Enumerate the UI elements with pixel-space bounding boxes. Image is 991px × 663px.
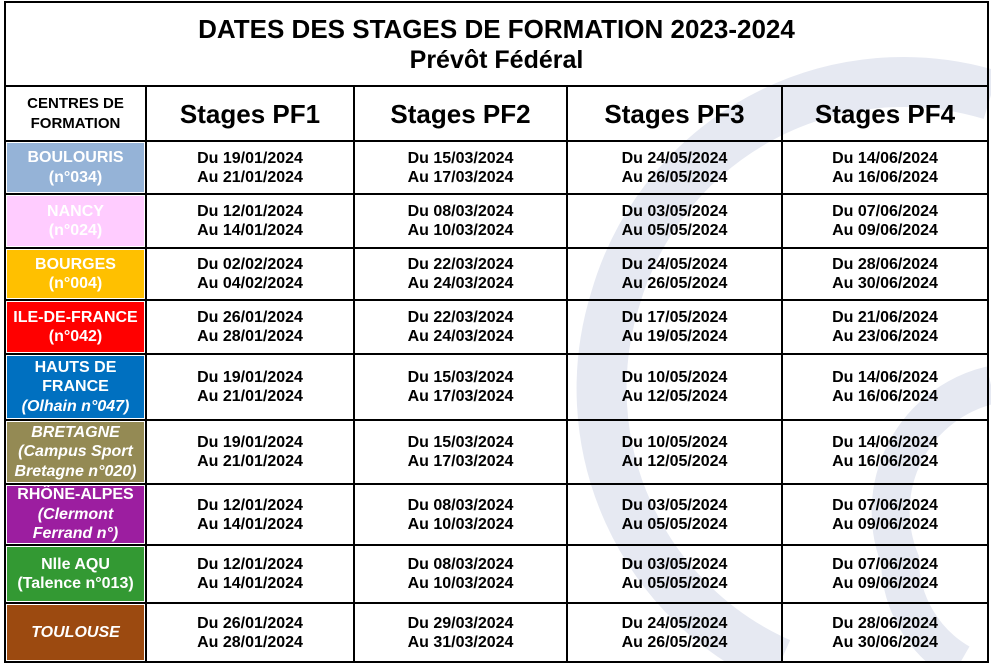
stage-end-date: Au 19/05/2024	[621, 328, 728, 345]
stage-start-date: Du 12/01/2024	[197, 556, 303, 573]
stage-start-date: Du 15/03/2024	[407, 149, 514, 167]
stage-pf4-dates-cell	[783, 249, 987, 299]
centre-name-line: (n°024)	[48, 222, 103, 239]
stage-pf4-dates-cell	[783, 142, 987, 193]
stage-start-date: Du 12/01/2024	[197, 496, 303, 514]
stage-end-date: Au 23/06/2024	[832, 328, 938, 345]
centre-cell	[6, 355, 145, 419]
stage-end-date: Au 24/03/2024	[407, 328, 514, 345]
centre-name-line: (n°042)	[48, 328, 103, 345]
stage-end-date: Au 21/01/2024	[197, 453, 303, 470]
stage-start-date: Du 19/01/2024	[197, 434, 303, 451]
centre-cell	[6, 301, 145, 353]
stage-pf2-dates-cell	[355, 421, 566, 483]
stage-start-date: Du 07/06/2024	[832, 496, 938, 514]
stage-start-date: Du 24/05/2024	[621, 256, 728, 273]
stage-start-date: Du 21/06/2024	[832, 309, 938, 326]
centre-cell	[6, 546, 145, 602]
stage-pf1-dates-cell	[147, 195, 353, 247]
stage-pf1-dates-cell	[147, 249, 353, 299]
stage-pf3-dates-cell	[568, 546, 781, 602]
stage-end-date: Au 26/05/2024	[621, 633, 728, 651]
stage-start-date: Du 24/05/2024	[621, 614, 728, 632]
centre-name-line: ILE-DE-FRANCE	[13, 308, 138, 326]
stage-end-date: Au 14/01/2024	[197, 515, 303, 533]
stage-start-date: Du 14/06/2024	[832, 149, 938, 167]
stage-start-date: Du 08/03/2024	[407, 203, 514, 220]
stage-end-date: Au 24/03/2024	[407, 275, 514, 292]
stage-pf3-dates-cell	[568, 355, 781, 419]
centre-cell	[6, 142, 145, 193]
stage-start-date: Du 10/05/2024	[621, 434, 728, 451]
header-stage-pf3: Stages PF3	[568, 87, 781, 140]
stage-end-date: Au 10/03/2024	[407, 222, 514, 239]
stage-start-date: Du 07/06/2024	[832, 203, 938, 220]
stage-end-date: Au 09/06/2024	[832, 575, 938, 592]
stage-pf4-dates-cell	[783, 421, 987, 483]
centre-name-line: TOULOUSE	[31, 623, 120, 641]
stage-start-date: Du 08/03/2024	[407, 556, 514, 573]
centre-cell	[6, 604, 145, 661]
stage-end-date: Au 16/06/2024	[832, 388, 938, 405]
centre-name-line: Ferrand n°)	[32, 525, 119, 543]
centre-name-line: HAUTS DE	[34, 358, 117, 376]
stage-end-date: Au 09/06/2024	[832, 515, 938, 533]
stage-pf2-dates-cell	[355, 301, 566, 353]
stage-end-date: Au 14/01/2024	[197, 222, 303, 239]
stage-pf3-dates-cell	[568, 301, 781, 353]
stage-pf2-dates-cell	[355, 195, 566, 247]
stage-end-date: Au 16/06/2024	[832, 168, 938, 186]
centre-name-line: Nlle AQU	[41, 555, 110, 573]
stage-start-date: Du 29/03/2024	[407, 614, 514, 632]
stage-pf4-dates-cell	[783, 604, 987, 661]
stage-end-date: Au 26/05/2024	[621, 275, 728, 292]
stage-end-date: Au 10/03/2024	[407, 575, 514, 592]
stage-end-date: Au 05/05/2024	[621, 515, 728, 533]
stage-pf4-dates-cell	[783, 546, 987, 602]
stage-end-date: Au 17/03/2024	[407, 168, 514, 186]
stage-end-date: Au 12/05/2024	[621, 388, 728, 405]
stage-end-date: Au 26/05/2024	[621, 168, 728, 186]
stage-pf3-dates-cell	[568, 249, 781, 299]
centre-cell	[6, 421, 145, 483]
stage-start-date: Du 03/05/2024	[621, 556, 728, 573]
centre-name-line: BRETAGNE	[31, 423, 120, 441]
header-centres-cell	[6, 87, 145, 140]
stage-pf3-dates-cell	[568, 485, 781, 544]
stage-end-date: Au 17/03/2024	[407, 388, 514, 405]
stage-start-date: Du 03/05/2024	[621, 203, 728, 220]
stage-pf1-dates-cell	[147, 142, 353, 193]
stage-pf1-dates-cell	[147, 546, 353, 602]
centre-name-line: (n°034)	[48, 168, 103, 186]
stage-start-date: Du 02/02/2024	[197, 256, 303, 273]
stage-start-date: Du 15/03/2024	[407, 434, 514, 451]
stage-start-date: Du 26/01/2024	[197, 614, 303, 632]
centre-name-line: BOURGES	[35, 255, 116, 273]
centre-name-line: (n°004)	[48, 275, 103, 292]
stage-end-date: Au 16/06/2024	[832, 453, 938, 470]
stage-start-date: Du 15/03/2024	[407, 369, 514, 386]
stage-end-date: Au 05/05/2024	[621, 222, 728, 239]
stage-pf2-dates-cell	[355, 485, 566, 544]
stage-pf1-dates-cell	[147, 485, 353, 544]
stage-pf2-dates-cell	[355, 142, 566, 193]
stage-start-date: Du 08/03/2024	[407, 496, 514, 514]
header-stage-pf4: Stages PF4	[783, 87, 987, 140]
centre-cell	[6, 249, 145, 299]
header-stage-pf2: Stages PF2	[355, 87, 566, 140]
stage-end-date: Au 04/02/2024	[197, 275, 303, 292]
stage-start-date: Du 26/01/2024	[197, 309, 303, 326]
page-subtitle: Prévôt Fédéral	[409, 46, 584, 74]
stage-pf2-dates-cell	[355, 604, 566, 661]
centre-name-line: Bretagne n°020)	[14, 462, 137, 480]
stage-pf2-dates-cell	[355, 249, 566, 299]
stage-end-date: Au 05/05/2024	[621, 575, 728, 592]
stage-pf2-dates-cell	[355, 546, 566, 602]
centre-name-line: NANCY	[47, 202, 104, 220]
stage-start-date: Du 24/05/2024	[621, 149, 728, 167]
centre-name-line: RHÔNE-ALPES	[17, 486, 134, 504]
centre-name-line: (Clermont	[37, 505, 114, 523]
centre-name-line: (Olhain n°047)	[21, 397, 130, 415]
stage-pf1-dates-cell	[147, 355, 353, 419]
stage-end-date: Au 30/06/2024	[832, 633, 938, 651]
centre-cell	[6, 485, 145, 544]
stage-end-date: Au 14/01/2024	[197, 575, 303, 592]
stage-pf3-dates-cell	[568, 142, 781, 193]
stage-pf1-dates-cell	[147, 604, 353, 661]
stage-start-date: Du 17/05/2024	[621, 309, 728, 326]
stage-pf4-dates-cell	[783, 195, 987, 247]
stage-end-date: Au 28/01/2024	[197, 328, 303, 345]
stage-pf3-dates-cell	[568, 195, 781, 247]
training-dates-table	[4, 1, 989, 663]
stage-start-date: Du 12/01/2024	[197, 203, 303, 220]
centre-name-line: (Campus Sport	[18, 443, 133, 461]
stage-start-date: Du 28/06/2024	[832, 614, 938, 632]
stage-end-date: Au 17/03/2024	[407, 453, 514, 470]
header-stage-pf1: Stages PF1	[147, 87, 353, 140]
stage-end-date: Au 21/01/2024	[197, 388, 303, 405]
stage-pf3-dates-cell	[568, 604, 781, 661]
stage-end-date: Au 12/05/2024	[621, 453, 728, 470]
stage-pf2-dates-cell	[355, 355, 566, 419]
centre-cell	[6, 195, 145, 247]
stage-end-date: Au 21/01/2024	[197, 168, 303, 186]
stage-start-date: Du 10/05/2024	[621, 369, 728, 386]
page-title: DATES DES STAGES DE FORMATION 2023-2024	[198, 14, 795, 44]
stage-pf1-dates-cell	[147, 421, 353, 483]
header-centres-line: FORMATION	[30, 114, 121, 132]
stage-end-date: Au 28/01/2024	[197, 633, 303, 651]
stage-start-date: Du 28/06/2024	[832, 256, 938, 273]
centre-name-line: FRANCE	[42, 378, 109, 396]
stage-start-date: Du 19/01/2024	[197, 149, 303, 167]
stage-pf1-dates-cell	[147, 301, 353, 353]
stage-start-date: Du 22/03/2024	[407, 309, 514, 326]
table-title-block	[6, 3, 987, 85]
stage-start-date: Du 22/03/2024	[407, 256, 514, 273]
stage-start-date: Du 07/06/2024	[832, 556, 938, 573]
stage-start-date: Du 03/05/2024	[621, 496, 728, 514]
stage-end-date: Au 09/06/2024	[832, 222, 938, 239]
stage-start-date: Du 19/01/2024	[197, 369, 303, 386]
stage-end-date: Au 10/03/2024	[407, 515, 514, 533]
stage-end-date: Au 31/03/2024	[407, 633, 514, 651]
stage-pf4-dates-cell	[783, 355, 987, 419]
stage-pf3-dates-cell	[568, 421, 781, 483]
stage-end-date: Au 30/06/2024	[832, 275, 938, 292]
stage-start-date: Du 14/06/2024	[832, 369, 938, 386]
stage-start-date: Du 14/06/2024	[832, 434, 938, 451]
centre-name-line: (Talence n°013)	[17, 575, 134, 592]
header-centres-line: CENTRES DE	[27, 94, 124, 112]
centre-name-line: BOULOURIS	[27, 149, 124, 166]
stage-pf4-dates-cell	[783, 485, 987, 544]
stage-pf4-dates-cell	[783, 301, 987, 353]
